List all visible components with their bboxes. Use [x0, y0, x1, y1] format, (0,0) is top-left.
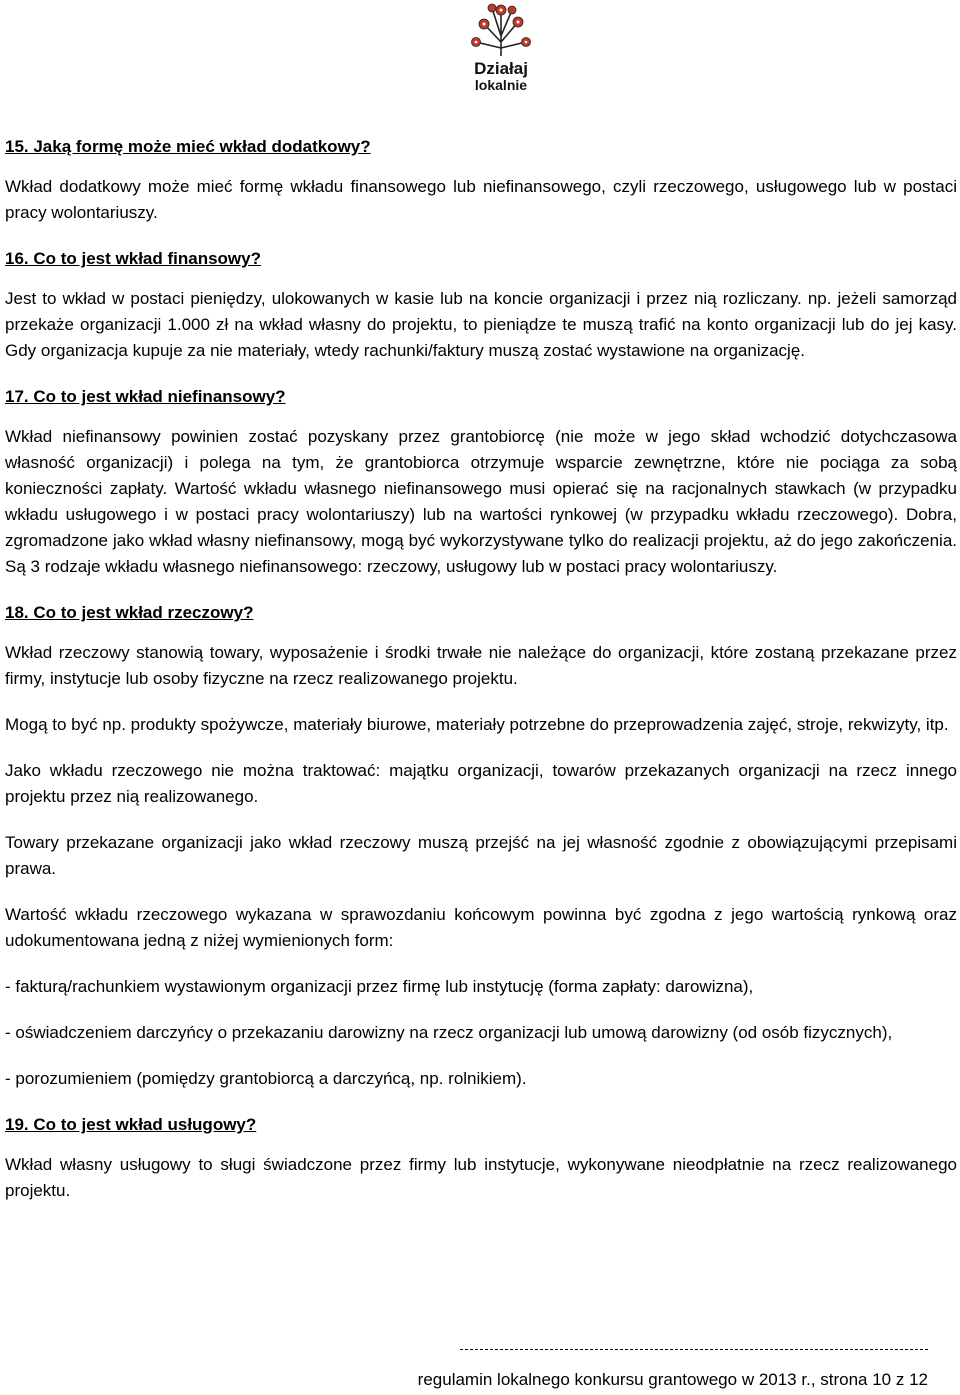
section-18-paragraph-5: Wartość wkładu rzeczowego wykazana w sprawozdaniu końcowym powinna być zgodna z jego wartością rynkową oraz udokumentowana jedną z niżej wymienionych form:	[5, 905, 957, 950]
section-15-paragraph: Wkład dodatkowy może mieć formę wkładu finansowego lub niefinansowego, czyli rzeczowego, usługowego lub w postaci pracy wolontariuszy.	[5, 177, 957, 222]
section-18-paragraph-4: Towary przekazane organizacji jako wkład rzeczowy muszą przejść na jej własność zgodnie z obowiązującymi przepisami prawa.	[5, 833, 957, 878]
logo-text-line1: Działaj	[474, 59, 528, 78]
section-19-paragraph: Wkład własny usługowy to sługi świadczone przez firmy lub instytucje, wykonywane nieodpłatnie na rzecz realizowanego projektu.	[5, 1155, 957, 1200]
page-footer: regulamin lokalnego konkursu grantowego w 2013 r., strona 10 z 12	[417, 1370, 928, 1389]
section-18-paragraph-1: Wkład rzeczowy stanowią towary, wyposażenie i środki trwałe nie należące do organizacji, które zostaną przekazane przez firmy, instytucje lub osoby fizyczne na rzecz realizowanego projektu.	[5, 643, 957, 688]
section-16-heading: 16. Co to jest wkład finansowy?	[5, 249, 261, 268]
section-18-list-item-1: - fakturą/rachunkiem wystawionym organizacji przez firmę lub instytucję (forma zapłaty: darowizna),	[5, 977, 754, 996]
section-18-heading: 18. Co to jest wkład rzeczowy?	[5, 603, 254, 622]
section-17-heading: 17. Co to jest wkład niefinansowy?	[5, 387, 286, 406]
section-18-list-item-3: - porozumieniem (pomiędzy grantobiorcą a darczyńcą, np. rolnikiem).	[5, 1069, 527, 1088]
section-19-heading: 19. Co to jest wkład usługowy?	[5, 1115, 257, 1134]
section-18-paragraph-3: Jako wkładu rzeczowego nie można traktować: majątku organizacji, towarów przekazanych organizacji na rzecz innego projektu przez nią realizowanego.	[5, 761, 957, 806]
section-17-paragraph: Wkład niefinansowy powinien zostać pozyskany przez grantobiorcę (nie może w jego skład wchodzić dotychczasowa własność organizacji) i polega na tym, że grantobiorca otrzymuje wsparcie zewnętrzne, które nie pociąga za sobą konieczności zapłaty. Wartość wkładu własnego niefinansowego musi opierać się na racjonalnych stawkach (w przypadku wkładu usługowego i w postaci pracy wolontariuszy) lub na wartości rynkowej (w przypadku wkładu rzeczowego). Dobra, zgromadzone jako wkład własny niefinansowy, mogą być wykorzystywane tylko do realizacji projektu, aż do jego zakończenia. Są 3 rodzaje wkładu własnego niefinansowego: rzeczowy, usługowy lub w postaci pracy wolontariuszy.	[5, 427, 957, 576]
footer-divider	[460, 1349, 928, 1350]
document-body	[5, 134, 957, 1224]
logo-text-line2: lokalnie	[474, 77, 528, 93]
dzialaj-lokalnie-logo	[466, 2, 536, 94]
flowers-logo-graphic	[466, 2, 536, 94]
section-16-paragraph: Jest to wkład w postaci pieniędzy, ulokowanych w kasie lub na koncie organizacji i przez nią rozliczany. np. jeżeli samorząd przekaże organizacji 1.000 zł na wkład własny do projektu, to pieniądze te muszą trafić na konto organizacji lub do jej kasy. Gdy organizacja kupuje za nie materiały, wtedy rachunki/faktury muszą zostać wystawione na organizację.	[5, 289, 957, 360]
section-18-paragraph-2: Mogą to być np. produkty spożywcze, materiały biurowe, materiały potrzebne do przeprowadzenia zajęć, stroje, rekwizyty, itp.	[5, 715, 949, 734]
section-15-heading: 15. Jaką formę może mieć wkład dodatkowy?	[5, 137, 371, 156]
section-18-list-item-2: - oświadczeniem darczyńcy o przekazaniu darowizny na rzecz organizacji lub umową darowizny (od osób fizycznych),	[5, 1023, 893, 1042]
